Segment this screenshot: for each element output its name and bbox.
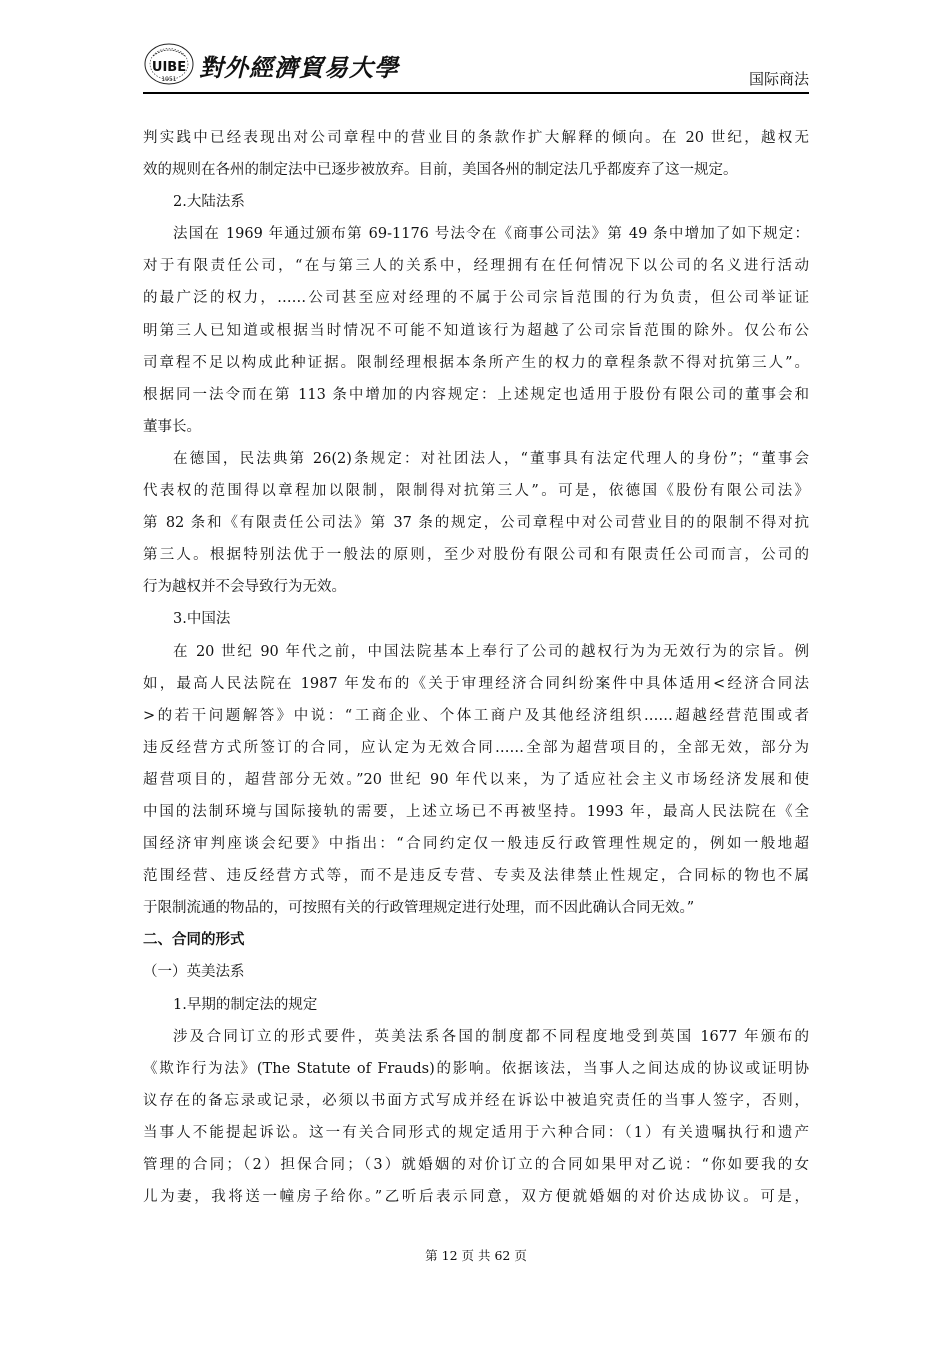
- text-line: 的最广泛的权力，……公司甚至应对经理的不属于公司宗旨范围的行为负责，但公司举证证: [143, 290, 809, 307]
- text-line: 第 82 条和《有限责任公司法》第 37 条的规定，公司章程中对公司营业目的的限制不得对抗: [143, 515, 809, 532]
- text-line: 根据同一法令而在第 113 条中增加的内容规定：上述规定也适用于股份有限公司的董事会和: [143, 386, 809, 403]
- text-line: 超营项目的，超营部分无效。”20 世纪 90 年代以来，为了适应社会主义市场经济发展和使: [143, 771, 809, 788]
- text-line: 于限制流通的物品的，可按照有关的行政管理规定进行处理，而不因此确认合同无效。”: [143, 900, 695, 917]
- text-line: 2.大陆法系: [173, 194, 245, 211]
- text-line: 效的规则在各州的制定法中已逐步被放弃。目前，美国各州的制定法几乎都废弃了这一规定。: [143, 162, 738, 179]
- text-line: 3.中国法: [173, 611, 231, 628]
- section-heading: 二、合同的形式: [143, 932, 245, 949]
- text-line: 司章程不足以构成此种证据。限制经理根据本条所产生的权力的章程条款不得对抗第三人”。: [143, 354, 809, 371]
- text-line: 行为越权并不会导致行为无效。: [143, 579, 346, 596]
- text-line: 在德国，民法典第 26(2)条规定：对社团法人，“董事具有法定代理人的身份”；“董事会: [173, 450, 809, 467]
- text-line: 《欺诈行为法》(The Statute of Frauds)的影响。依据该法，当事人之间达成的协议或证明协: [143, 1060, 809, 1077]
- text-line: 董事长。: [143, 418, 201, 435]
- text-line: >的若干问题解答》中说：“工商企业、个体工商户及其他经济组织……超越经营范围或者: [143, 707, 809, 724]
- text-line: 第三人。根据特别法优于一般法的原则，至少对股份有限公司和有限责任公司而言，公司的: [143, 547, 809, 564]
- header-divider: [143, 92, 809, 94]
- text-line: 1.早期的制定法的规定: [173, 996, 318, 1013]
- text-line: 范围经营、违反经营方式等，而不是违反专营、专卖及法律禁止性规定，合同标的物也不属: [143, 868, 809, 885]
- text-line: 在 20 世纪 90 年代之前，中国法院基本上奉行了公司的越权行为为无效行为的宗旨。例: [173, 643, 809, 660]
- course-title: 国际商法: [748, 70, 809, 88]
- page-footer: 第 12 页 共 62 页: [425, 1248, 527, 1263]
- text-line: 如，最高人民法院在 1987 年发布的《关于审理经济合同纠纷案件中具体适用<经济合同法: [143, 675, 809, 692]
- text-line: 涉及合同订立的形式要件，英美法系各国的制度都不同程度地受到英国 1677 年颁布的: [173, 1028, 809, 1045]
- text-line: 管理的合同；（2）担保合同；（3）就婚姻的对价订立的合同如果甲对乙说：“你如要我的女: [143, 1157, 809, 1173]
- text-line: 代表权的范围得以章程加以限制，限制得对抗第三人”。可是，依德国《股份有限公司法》: [143, 483, 809, 500]
- text-line: 议存在的备忘录或记录，必须以书面方式写成并经在诉讼中被追究责任的当事人签字，否则，: [143, 1092, 809, 1109]
- svg-text:UIBE: UIBE: [151, 60, 187, 75]
- text-line: 判实践中已经表现出对公司章程中的营业目的条款作扩大解释的倾向。在 20 世纪，越权无: [143, 130, 809, 146]
- text-line: 对于有限责任公司，“在与第三人的关系中，经理拥有在任何情况下以公司的名义进行活动: [143, 258, 809, 275]
- text-line: （一）英美法系: [143, 964, 245, 981]
- page-header: [143, 42, 809, 94]
- text-line: 法国在 1969 年通过颁布第 69-1176 号法令在《商事公司法》第 49 条中增加了如下规定：: [173, 226, 809, 243]
- text-line: 中国的法制环境与国际接轨的需要，上述立场已不再被坚持。1993 年，最高人民法院在《全: [143, 803, 809, 820]
- text-line: 明第三人已知道或根据当时情况不可能不知道该行为超越了公司宗旨范围的除外。仅公布公: [143, 322, 809, 339]
- text-line: 违反经营方式所签订的合同，应认定为无效合同……全部为超营项目的，全部无效，部分为: [143, 739, 809, 756]
- university-name: 對外經濟貿易大學: [199, 53, 399, 82]
- text-line: 儿为妻，我将送一幢房子给你。”乙听后表示同意，双方便就婚姻的对价达成协议。可是，: [143, 1189, 809, 1206]
- document-body: [143, 122, 809, 1213]
- svg-text:1951: 1951: [161, 76, 177, 83]
- university-logo-icon: [143, 42, 195, 86]
- text-line: 国经济审判座谈会纪要》中指出：“合同约定仅一般违反行政管理性规定的，例如一般地超: [143, 836, 809, 853]
- text-line: 当事人不能提起诉讼。这一有关合同形式的规定适用于六种合同：（1）有关遗嘱执行和遗产: [143, 1124, 809, 1141]
